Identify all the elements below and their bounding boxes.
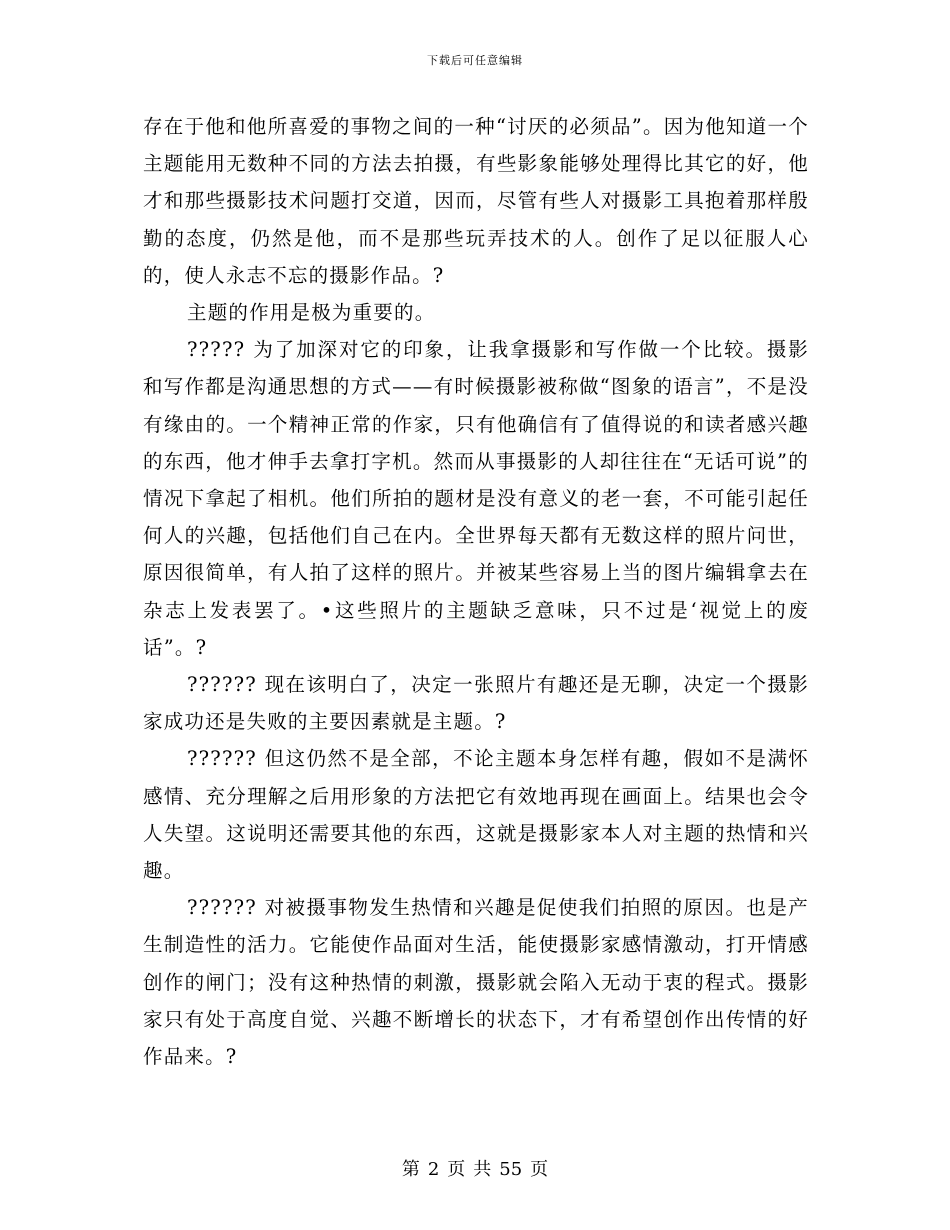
footer-total-pages: 55 [499,1159,523,1180]
paragraph-1: 存在于他和他所喜爱的事物之间的一种“讨厌的必须品”。因为他知道一个主题能用无数种不同的方法去拍摄，有些影象能够处理得比其它的好，他才和那些摄影技术问题打交道，因而，尽管有些人对摄影工具抱着那样殷勤的态度，仍然是他，而不是那些玩弄技术的人。创作了足以征服人心的，使人永志不忘的摄影作品。? [143,115,809,287]
paragraph-2: 主题的作用是极为重要的。 [187,301,436,325]
document-body [143,108,809,1075]
footer-label-total: 共 [473,1159,492,1180]
paragraph-6: ?????? 对被摄事物发生热情和兴趣是促使我们拍照的原因。也是产生制造性的活力。它能使作品面对生活，能使摄影家感情激动，打开情感创作的闸门；没有这种热情的刺激，摄影就会陷入无动于衷的程式。摄影家只有处于高度自觉、兴趣不断增长的状态下，才有希望创作出传情的好作品来。? [143,896,809,1069]
paragraph-4: ?????? 现在该明白了，决定一张照片有趣还是无聊，决定一个摄影家成功还是失败的主要因素就是主题。? [143,673,809,734]
footer-label-total-unit: 页 [530,1159,549,1180]
paragraph-5: ?????? 但这仍然不是全部，不论主题本身怎样有趣，假如不是满怀感情、充分理解之后用形象的方法把它有效地再现在画面上。结果也会令人失望。这说明还需要其他的东西，这就是摄影家本人对主题的热情和兴趣。 [143,747,809,883]
footer-label-page: 第 [401,1159,420,1180]
footer-label-page-unit: 页 [447,1159,466,1180]
paragraph-3: ????? 为了加深对它的印象，让我拿摄影和写作做一个比较。摄影和写作都是沟通思想的方式——有时候摄影被称做“图象的语言”，不是没有缘由的。一个精神正常的作家，只有他确信有了值得说的和读者感兴趣的东西，他才伸手去拿打字机。然而从事摄影的人却往往在“无话可说”的情况下拿起了相机。他们所拍的题材是没有意义的老一套，不可能引起任何人的兴趣，包括他们自己在内。全世界每天都有无数这样的照片问世，原因很简单，有人拍了这样的照片。并被某些容易上当的图片编辑拿去在杂志上发表罢了。•这些照片的主题缺乏意味，只不过是‘视觉上的废话”。? [143,338,809,659]
footer-current-page: 2 [427,1159,440,1180]
page-header: 下载后可任意编辑 [427,54,523,67]
page-footer [0,1155,950,1181]
